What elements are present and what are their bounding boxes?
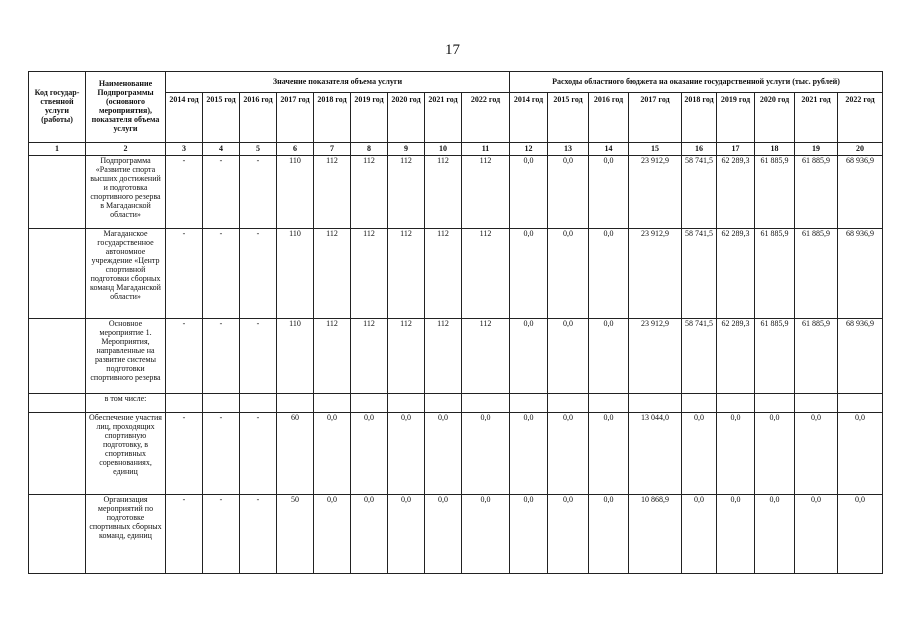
column-number: 15 bbox=[629, 143, 682, 156]
volume-value: - bbox=[240, 229, 277, 319]
column-number: 20 bbox=[838, 143, 883, 156]
budget-value: 0,0 bbox=[589, 229, 629, 319]
budget-value: 0,0 bbox=[548, 413, 589, 495]
volume-value: 112 bbox=[462, 229, 510, 319]
header-budget-year: 2018 год bbox=[682, 93, 717, 143]
table-row bbox=[29, 229, 883, 319]
budget-value: 0,0 bbox=[755, 495, 795, 574]
volume-value: 0,0 bbox=[462, 495, 510, 574]
volume-value: - bbox=[240, 319, 277, 394]
volume-value: 0,0 bbox=[388, 495, 425, 574]
budget-value: 58 741,5 bbox=[682, 229, 717, 319]
budget-value: 0,0 bbox=[510, 413, 548, 495]
volume-value: 0,0 bbox=[462, 413, 510, 495]
volume-value: - bbox=[203, 319, 240, 394]
volume-value: 112 bbox=[425, 229, 462, 319]
column-number: 18 bbox=[755, 143, 795, 156]
budget-value bbox=[548, 394, 589, 413]
volume-value: - bbox=[166, 319, 203, 394]
volume-value: - bbox=[203, 413, 240, 495]
row-name: Подпрограмма «Развитие спорта высших достижений и подготовка спортивного резерва в Магаданской области» bbox=[86, 156, 166, 229]
budget-value bbox=[838, 394, 883, 413]
row-code bbox=[29, 229, 86, 319]
row-code bbox=[29, 413, 86, 495]
budget-value: 58 741,5 bbox=[682, 319, 717, 394]
table-row bbox=[29, 413, 883, 495]
header-volume-year: 2021 год bbox=[425, 93, 462, 143]
volume-value: 112 bbox=[314, 229, 351, 319]
header-volume-year: 2022 год bbox=[462, 93, 510, 143]
column-number: 19 bbox=[795, 143, 838, 156]
volume-value: 0,0 bbox=[351, 413, 388, 495]
volume-value: 112 bbox=[351, 229, 388, 319]
volume-value: 112 bbox=[351, 156, 388, 229]
table-row bbox=[29, 394, 883, 413]
budget-value: 0,0 bbox=[510, 319, 548, 394]
budget-value: 0,0 bbox=[589, 156, 629, 229]
budget-value: 0,0 bbox=[589, 319, 629, 394]
budget-value bbox=[795, 394, 838, 413]
budget-value bbox=[510, 394, 548, 413]
volume-value: 0,0 bbox=[425, 495, 462, 574]
volume-value: - bbox=[166, 413, 203, 495]
volume-value: 50 bbox=[277, 495, 314, 574]
budget-value: 62 289,3 bbox=[717, 156, 755, 229]
budget-value: 13 044,0 bbox=[629, 413, 682, 495]
budget-value: 68 936,9 bbox=[838, 319, 883, 394]
volume-value bbox=[314, 394, 351, 413]
row-name: в том числе: bbox=[86, 394, 166, 413]
header-volume-year: 2015 год bbox=[203, 93, 240, 143]
volume-value: 112 bbox=[425, 319, 462, 394]
budget-value: 0,0 bbox=[682, 413, 717, 495]
budget-value: 0,0 bbox=[589, 495, 629, 574]
row-name: Основное мероприятие 1. Мероприятия, направленные на развитие системы подготовки спортивного резерва bbox=[86, 319, 166, 394]
header-budget-year: 2016 год bbox=[589, 93, 629, 143]
volume-value: - bbox=[240, 495, 277, 574]
header-volume-year: 2019 год bbox=[351, 93, 388, 143]
volume-value: 110 bbox=[277, 319, 314, 394]
column-number: 6 bbox=[277, 143, 314, 156]
column-number: 17 bbox=[717, 143, 755, 156]
header-volume-year: 2014 год bbox=[166, 93, 203, 143]
volume-value: - bbox=[166, 229, 203, 319]
budget-value bbox=[717, 394, 755, 413]
budget-value: 61 885,9 bbox=[755, 229, 795, 319]
header-budget-group: Расходы областного бюджета на оказание государственной услуги (тыс. рублей) bbox=[510, 72, 883, 93]
volume-value: 112 bbox=[351, 319, 388, 394]
table-row bbox=[29, 156, 883, 229]
volume-value: 112 bbox=[314, 156, 351, 229]
column-number: 5 bbox=[240, 143, 277, 156]
budget-value: 61 885,9 bbox=[755, 319, 795, 394]
budget-value: 0,0 bbox=[682, 495, 717, 574]
volume-value: 60 bbox=[277, 413, 314, 495]
budget-value: 62 289,3 bbox=[717, 229, 755, 319]
budget-value: 0,0 bbox=[510, 229, 548, 319]
column-number: 4 bbox=[203, 143, 240, 156]
header-budget-year: 2019 год bbox=[717, 93, 755, 143]
row-name: Обеспечение участия лиц, проходящих спортивную подготовку, в спортивных соревнованиях, единиц bbox=[86, 413, 166, 495]
column-number: 10 bbox=[425, 143, 462, 156]
header-volume-year: 2020 год bbox=[388, 93, 425, 143]
header-budget-year: 2015 год bbox=[548, 93, 589, 143]
column-number: 9 bbox=[388, 143, 425, 156]
header-volume-year: 2016 год bbox=[240, 93, 277, 143]
budget-value: 62 289,3 bbox=[717, 319, 755, 394]
budget-value: 0,0 bbox=[510, 495, 548, 574]
volume-value: 112 bbox=[462, 319, 510, 394]
row-name: Магаданское государственное автономное учреждение «Центр спортивной подготовки сборных команд Магаданской области» bbox=[86, 229, 166, 319]
volume-value: 0,0 bbox=[314, 413, 351, 495]
table-row bbox=[29, 319, 883, 394]
volume-value bbox=[351, 394, 388, 413]
column-number: 16 bbox=[682, 143, 717, 156]
budget-value: 23 912,9 bbox=[629, 229, 682, 319]
header-volume-group: Значение показателя объема услуги bbox=[166, 72, 510, 93]
volume-value: - bbox=[203, 495, 240, 574]
volume-value bbox=[203, 394, 240, 413]
budget-value: 0,0 bbox=[795, 413, 838, 495]
volume-value: - bbox=[203, 156, 240, 229]
budget-value: 0,0 bbox=[548, 156, 589, 229]
row-code bbox=[29, 319, 86, 394]
column-number: 2 bbox=[86, 143, 166, 156]
header-volume-year: 2017 год bbox=[277, 93, 314, 143]
volume-value: - bbox=[240, 156, 277, 229]
budget-value: 0,0 bbox=[510, 156, 548, 229]
volume-value bbox=[462, 394, 510, 413]
volume-value: - bbox=[240, 413, 277, 495]
header-volume-year: 2018 год bbox=[314, 93, 351, 143]
volume-value: 112 bbox=[388, 229, 425, 319]
header-code: Код государ-ственной услуги (работы) bbox=[29, 72, 86, 143]
volume-value: 112 bbox=[314, 319, 351, 394]
volume-value: 112 bbox=[388, 156, 425, 229]
volume-value: 110 bbox=[277, 156, 314, 229]
column-number: 13 bbox=[548, 143, 589, 156]
volume-value: 0,0 bbox=[351, 495, 388, 574]
budget-value bbox=[755, 394, 795, 413]
volume-value: 0,0 bbox=[314, 495, 351, 574]
volume-value: 112 bbox=[462, 156, 510, 229]
row-code bbox=[29, 495, 86, 574]
volume-value: 112 bbox=[425, 156, 462, 229]
budget-value: 0,0 bbox=[589, 413, 629, 495]
volume-value: 0,0 bbox=[388, 413, 425, 495]
budget-table bbox=[28, 71, 883, 574]
row-name: Организация мероприятий по подготовке спортивных сборных команд, единиц bbox=[86, 495, 166, 574]
budget-value: 61 885,9 bbox=[755, 156, 795, 229]
header-budget-year: 2022 год bbox=[838, 93, 883, 143]
budget-value: 23 912,9 bbox=[629, 319, 682, 394]
column-number: 7 bbox=[314, 143, 351, 156]
budget-value: 0,0 bbox=[795, 495, 838, 574]
volume-value: 112 bbox=[388, 319, 425, 394]
budget-value bbox=[682, 394, 717, 413]
budget-value: 0,0 bbox=[838, 413, 883, 495]
budget-value: 58 741,5 bbox=[682, 156, 717, 229]
volume-value bbox=[277, 394, 314, 413]
page-number: 17 bbox=[445, 42, 460, 58]
volume-value: - bbox=[166, 156, 203, 229]
header-budget-year: 2014 год bbox=[510, 93, 548, 143]
budget-value: 0,0 bbox=[548, 319, 589, 394]
row-code bbox=[29, 394, 86, 413]
budget-value: 0,0 bbox=[548, 495, 589, 574]
budget-value: 61 885,9 bbox=[795, 156, 838, 229]
column-number: 12 bbox=[510, 143, 548, 156]
budget-value: 0,0 bbox=[717, 495, 755, 574]
budget-value bbox=[589, 394, 629, 413]
budget-value bbox=[629, 394, 682, 413]
header-budget-year: 2020 год bbox=[755, 93, 795, 143]
volume-value bbox=[166, 394, 203, 413]
volume-value: - bbox=[203, 229, 240, 319]
column-number: 11 bbox=[462, 143, 510, 156]
budget-value: 10 868,9 bbox=[629, 495, 682, 574]
budget-value: 0,0 bbox=[717, 413, 755, 495]
budget-value: 68 936,9 bbox=[838, 229, 883, 319]
column-number: 1 bbox=[29, 143, 86, 156]
budget-value: 0,0 bbox=[548, 229, 589, 319]
budget-value: 61 885,9 bbox=[795, 229, 838, 319]
table-row bbox=[29, 495, 883, 574]
header-budget-year: 2021 год bbox=[795, 93, 838, 143]
volume-value bbox=[388, 394, 425, 413]
volume-value bbox=[240, 394, 277, 413]
volume-value: 110 bbox=[277, 229, 314, 319]
volume-value: - bbox=[166, 495, 203, 574]
budget-value: 0,0 bbox=[755, 413, 795, 495]
column-number: 3 bbox=[166, 143, 203, 156]
header-budget-year: 2017 год bbox=[629, 93, 682, 143]
volume-value bbox=[425, 394, 462, 413]
budget-value: 23 912,9 bbox=[629, 156, 682, 229]
budget-value: 61 885,9 bbox=[795, 319, 838, 394]
header-name: Наименование Подпрограммы (основного мероприятия), показателя объема услуги bbox=[86, 72, 166, 143]
column-number: 8 bbox=[351, 143, 388, 156]
row-code bbox=[29, 156, 86, 229]
volume-value: 0,0 bbox=[425, 413, 462, 495]
budget-value: 68 936,9 bbox=[838, 156, 883, 229]
budget-value: 0,0 bbox=[838, 495, 883, 574]
column-number: 14 bbox=[589, 143, 629, 156]
